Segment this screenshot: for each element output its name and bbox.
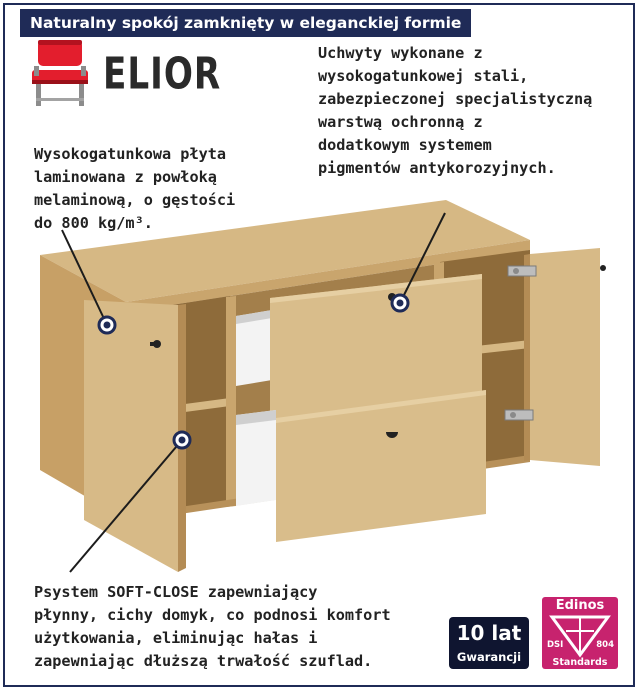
header-banner: Naturalny spokój zamknięty w eleganckiej formie xyxy=(20,9,471,37)
brand-name: ELIOR xyxy=(103,48,222,99)
hinge-lower xyxy=(505,410,533,420)
warranty-years: 10 lat xyxy=(456,621,522,645)
left-door xyxy=(84,300,178,572)
hinge-upper xyxy=(508,266,536,276)
right-door xyxy=(530,248,600,466)
callout-dot-board xyxy=(99,317,115,333)
warranty-label: Gwarancji xyxy=(456,650,522,664)
note-softclose: Psystem SOFT-CLOSE zapewniający płynny, cichy domyk, co podnosi komfort użytkowania, eliminując hałas i zapewniając dłuższą trwałość szuflad. xyxy=(34,583,391,670)
edinos-dsi: DSI xyxy=(547,640,564,650)
edinos-standards: Standards xyxy=(552,657,608,668)
note-board: Wysokogatunkowa płyta laminowana z powłoką melaminową, o gęstości do 800 kg/m³. xyxy=(34,145,236,232)
edinos-number: 804 xyxy=(596,640,614,650)
callout-dot-softclose xyxy=(174,432,190,448)
edinos-badge xyxy=(542,597,618,669)
note-handles: Uchwyty wykonane z wysokogatunkowej stali, zabezpieczonej specjalistyczną warstwą ochronną z dodatkowym systemem pigmentów antykorozyjnych. xyxy=(318,44,593,177)
warranty-badge xyxy=(449,617,529,669)
edinos-title: Edinos xyxy=(555,598,605,613)
callout-dot-handles xyxy=(392,295,408,311)
